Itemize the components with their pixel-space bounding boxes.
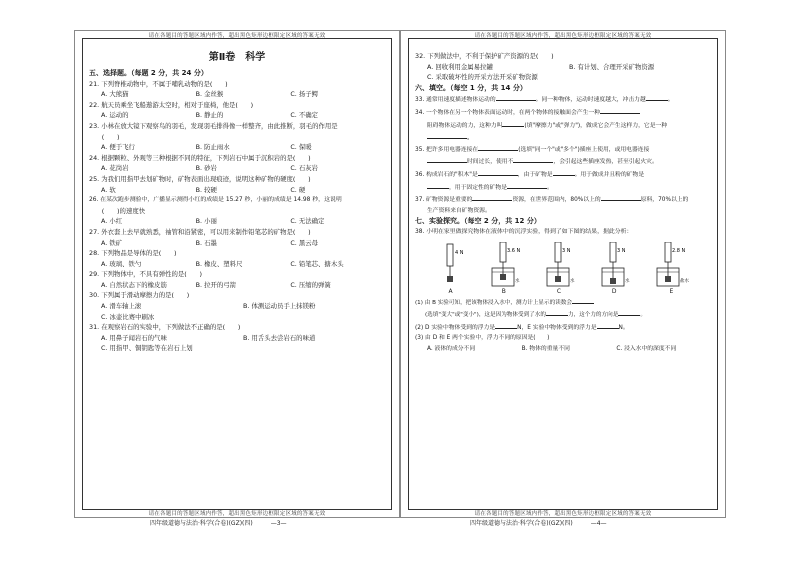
option: C. 保暖 — [290, 143, 312, 152]
option: A. 便于飞行 — [101, 143, 135, 152]
reading-b: 3.6 N — [506, 247, 520, 254]
option: B. 有计划、合理开采矿物资源 — [569, 62, 655, 71]
answer-blank[interactable] — [597, 321, 619, 329]
options-30 — [89, 301, 385, 312]
warning-bottom: 请在各题目的答题区域内作答，超出黑色矩形边框限定区域的答案无效 — [474, 511, 652, 517]
answer-blank[interactable] — [513, 155, 553, 163]
option: C. 无法确定 — [290, 217, 325, 226]
left-content — [89, 49, 385, 501]
options-32 — [415, 62, 711, 73]
answer-blank[interactable] — [427, 181, 449, 189]
section-7-heading: 七、实验探究。（每空 2 分，共 12 分） — [415, 217, 541, 226]
figure-e — [653, 242, 689, 296]
option: B. 静止的 — [195, 111, 224, 120]
answer-blank[interactable] — [572, 296, 594, 304]
figure-a — [437, 242, 465, 296]
option: B. 防止雨水 — [195, 143, 230, 152]
question-35-cont: 时间过长，使用不 ，会引起这些插座发热，甚至引起火灾。 — [415, 155, 711, 168]
question-36-cont: ，用于固定性的矿物是 。 — [415, 181, 711, 194]
options-21 — [89, 89, 385, 100]
options-32-b — [415, 72, 711, 83]
reading-a: 4 N — [454, 249, 464, 256]
answer-blank[interactable] — [427, 131, 467, 139]
figure-label: C — [556, 287, 562, 295]
answer-blank[interactable] — [546, 308, 568, 316]
answer-blank[interactable] — [495, 321, 517, 329]
spring-scale-in-water — [488, 242, 520, 288]
option: C. 冰壶比赛中刷冰 — [101, 312, 155, 321]
reading-c: 3 N — [561, 247, 571, 254]
option: A. 铁矿 — [101, 238, 123, 247]
figure-label: B — [501, 287, 506, 295]
option: A. 用鼻子闻岩石的气味 — [101, 333, 167, 342]
options-27 — [89, 238, 385, 249]
question-35: 35. 把许多用电器连接在 (选填"同一个"或"多个")插座上使用，或用电器连接 — [415, 143, 711, 156]
option: C. 石灰岩 — [290, 164, 319, 173]
answer-blank[interactable] — [600, 106, 640, 114]
option: C. 黑云母 — [290, 238, 319, 247]
experiment-figure — [415, 240, 711, 296]
question-24: 24. 根据颗粒、外观等三种根据不同的特征，下列岩石中属于沉积岩的是( ) — [89, 153, 311, 162]
options-28 — [89, 259, 385, 270]
option: A. 大熊猫 — [101, 90, 129, 99]
liquid-e: 盐水 — [680, 278, 690, 284]
answer-blank[interactable] — [472, 193, 512, 201]
option: A. 滑车轴上滚 — [101, 302, 142, 311]
question-26: 26. 在某次跑步测验中，广播显示测得小红的成绩是 15.27 秒，小丽的成绩是 14.98 秒，这说明 — [89, 197, 342, 204]
option: B. 石墨 — [195, 238, 217, 247]
figure-d — [598, 242, 630, 296]
option: B. 拉开的弓箭 — [195, 280, 237, 289]
options-30-b — [89, 312, 385, 323]
option: C. 铅笔芯、搪木头 — [290, 259, 344, 268]
option: B. 较硬 — [195, 185, 217, 194]
options-31 — [89, 333, 385, 344]
answer-blank[interactable] — [496, 93, 536, 101]
options-38-3 — [415, 344, 711, 355]
answer-blank[interactable] — [478, 143, 518, 151]
right-page — [408, 33, 718, 517]
option: A. 液体的成分不同 — [427, 345, 476, 352]
options-29 — [89, 280, 385, 291]
option: B. 体测运动员手上抹镁粉 — [243, 302, 316, 311]
question-38-1-cont: (选填"变大"或"变小")，这是因为物体受到了水的 力，这个力的方向是 。 — [415, 308, 711, 321]
question-38-2: (2) D 实验中物体受到的浮力是 N，E 实验中物体受到的浮力是 N。 — [415, 321, 711, 334]
right-content — [415, 51, 711, 501]
option: C. 硬 — [290, 185, 306, 194]
option: A. 小红 — [101, 217, 123, 226]
answer-blank[interactable] — [502, 119, 524, 127]
question-37: 37. 矿物资源是重要的 资源，在世界范围内，80%以上的 原料，70%以上的 — [415, 193, 711, 206]
option: A. 玻璃、铁勺 — [101, 259, 142, 268]
options-22 — [89, 110, 385, 121]
question-38: 38. 小明在家里做探究物体在液体中的沉浮实验，得到了如下图的结果，据此分析： — [415, 228, 633, 235]
left-page — [82, 33, 392, 517]
option: B. 橡皮、塑料尺 — [195, 259, 243, 268]
option: A. 花岗岩 — [101, 164, 129, 173]
answer-blank[interactable] — [427, 155, 467, 163]
question-38-3: (3) 由 D 和 E 两个实验中，浮力不同的原因是( ) — [415, 335, 550, 342]
question-27: 27. 外衣套上去早就熟悉，袖管和沿紧密，可以用来制作铅笔芯的矿物是( ) — [89, 227, 311, 236]
question-22: 22. 航天员乘坐飞船遨游太空时，相对于座椅，他是( ) — [89, 100, 254, 109]
section-6-heading: 六、填空。（每空 1 分，共 14 分） — [415, 83, 527, 92]
question-34: 34. 一个物体在另一个物体表面运动时，在两个物体的接触面会产生一种 — [415, 106, 711, 119]
options-23 — [89, 142, 385, 153]
reading-d: 3 N — [617, 247, 626, 254]
spring-scale-diagram — [437, 242, 465, 288]
option: C. 采取破坏性的开采方法开采矿物资源 — [427, 73, 538, 82]
answer-blank[interactable] — [507, 181, 547, 189]
left-footer: 四年级道德与法治·科学(合卷)(GZ)(四) —3— — [150, 520, 287, 527]
answer-blank[interactable] — [553, 168, 575, 176]
options-31-b — [89, 343, 385, 354]
question-38-1: (1) 由 B 实验可知，把该物体浸入水中，测力计上显示的读数会 — [415, 296, 711, 309]
question-34-cont: 阻碍物体运动的力，这种力叫 (填"摩擦力"或"弹力")，做成它会产生这样力，它是一种 — [415, 119, 711, 132]
option: B. 金丝猴 — [195, 90, 224, 99]
option: C. 扬子鳄 — [290, 90, 319, 99]
answer-blank[interactable] — [618, 308, 640, 316]
option: C. 压缩的弹簧 — [290, 280, 331, 289]
spring-scale-in-salt-water — [653, 242, 689, 288]
option: A. 软 — [101, 185, 116, 194]
question-31: 31. 在观察岩石的实验中，下列做法不正确的是( ) — [89, 323, 241, 332]
question-30: 30. 下列属于滑动摩擦力的是( ) — [89, 291, 190, 300]
reading-e: 2.8 N — [672, 247, 686, 254]
question-23-cont: ( ) — [89, 132, 120, 141]
figure-c — [543, 242, 575, 296]
option: B. 砂岩 — [195, 164, 217, 173]
option: A. 回收利用金属易拉罐 — [427, 62, 493, 71]
section-5-heading: 五、选择题。（每题 2 分，共 24 分） — [89, 69, 208, 77]
option: C. 不确定 — [290, 111, 319, 120]
spring-scale-in-water — [543, 242, 575, 288]
option: B. 小丽 — [195, 217, 217, 226]
answer-blank[interactable] — [601, 193, 641, 201]
question-21: 21. 下列脊椎动物中，不属于哺乳动物的是( ) — [89, 79, 228, 88]
right-footer: 四年级道德与法治·科学(合卷)(GZ)(四) —4— — [470, 520, 607, 527]
option: B. 用舌头去尝岩石的味道 — [243, 333, 316, 342]
figure-label: E — [669, 287, 674, 295]
spring-scale-in-water — [598, 242, 630, 288]
question-26-cont: ( )的速度快 — [89, 206, 146, 215]
option: B. 物体的重量不同 — [521, 345, 570, 352]
option: C. 浸入水中的深度不同 — [616, 345, 677, 352]
question-34-end: 。 — [415, 131, 711, 143]
figure-label: D — [611, 287, 617, 295]
question-23: 23. 小林在放大镜下观察鸟的羽毛，发现羽毛排得像一样整齐，由此推断，羽毛的作用是 — [89, 121, 338, 130]
option: A. 运动的 — [101, 111, 129, 120]
section-title: 第Ⅱ卷 科学 — [208, 52, 266, 63]
answer-blank[interactable] — [478, 168, 518, 176]
question-28: 28. 下列物品是导体的是( ) — [89, 249, 177, 258]
question-36: 36. 构成岩石的"积木"是 ，由于矿物是 。用于做成并且粉的矿物是 — [415, 168, 711, 181]
question-32: 32. 下列做法中，不利于保护矿产资源的是( ) — [415, 52, 554, 60]
question-29: 29. 下列物体中，不具有弹性的是( ) — [89, 270, 203, 279]
question-37-cont: 生产资料来自矿物资源。 — [427, 207, 491, 214]
liquid-c: 水 — [569, 278, 575, 284]
options-26 — [89, 216, 385, 227]
figure-b — [488, 242, 520, 296]
option: C. 用指甲、铜钥匙等在岩石上划 — [101, 344, 193, 353]
options-24 — [89, 163, 385, 174]
question-33: 33. 通常用速度描述物体运动的 。同一种物体，运动时速度越大，冲击力越 。 — [415, 93, 711, 106]
figure-label: A — [448, 287, 453, 295]
options-25 — [89, 185, 385, 196]
warning-bottom: 请在各题目的答题区域内作答，超出黑色矩形边框限定区域的答案无效 — [148, 511, 326, 517]
option: A. 自然状态下的橡皮筋 — [101, 280, 167, 289]
answer-blank[interactable] — [646, 93, 668, 101]
warning-top: 请在各题目的答题区域内作答，超出黑色矩形边框限定区域的答案无效 — [474, 33, 652, 39]
warning-top: 请在各题目的答题区域内作答，超出黑色矩形边框限定区域的答案无效 — [148, 33, 326, 39]
liquid-b: 水 — [514, 278, 520, 284]
question-25: 25. 为我们用指甲去划矿物时，矿物表面出现痕迹，说明这种矿物的硬度( ) — [89, 174, 311, 183]
liquid-d: 水 — [625, 278, 630, 284]
